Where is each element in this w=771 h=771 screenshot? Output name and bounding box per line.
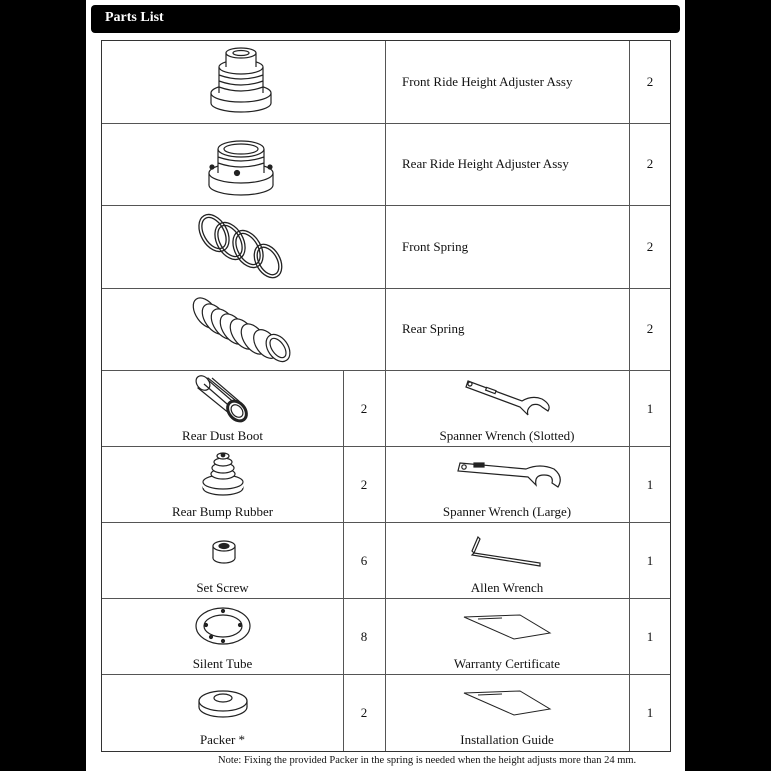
part-qty: 2 [646, 156, 654, 171]
part-name: Spanner Wrench (Large) [442, 504, 572, 519]
part-qty: 2 [360, 401, 368, 416]
part-qty: 2 [360, 705, 368, 720]
table-row [102, 599, 670, 675]
part-qty: 1 [646, 629, 654, 644]
part-qty: 1 [646, 401, 654, 416]
part-name: Spanner Wrench (Slotted) [439, 428, 575, 443]
part-name: Silent Tube [192, 656, 253, 671]
table-row [102, 206, 670, 289]
table-row [102, 41, 670, 124]
rear-ride-height-adjuster-icon [204, 129, 278, 201]
rear-spring-icon [188, 291, 296, 367]
part-qty: 2 [360, 477, 368, 492]
part-qty: 1 [646, 477, 654, 492]
part-qty: 2 [646, 74, 654, 89]
allen-wrench-icon [470, 533, 544, 569]
part-name: Allen Wrench [470, 580, 544, 595]
packer-icon [197, 687, 249, 719]
spanner-wrench-large-icon [454, 457, 566, 491]
part-name: Rear Ride Height Adjuster Assy [402, 156, 569, 171]
table-row [102, 523, 670, 599]
set-screw-icon [211, 539, 237, 565]
part-qty: 6 [360, 553, 368, 568]
part-qty: 8 [360, 629, 368, 644]
front-ride-height-adjuster-icon [206, 45, 276, 117]
spanner-wrench-slotted-icon [462, 377, 554, 417]
part-qty: 1 [646, 705, 654, 720]
part-name: Set Screw [196, 580, 249, 595]
part-name: Rear Spring [402, 321, 465, 336]
front-spring-icon [192, 209, 292, 283]
part-qty: 1 [646, 553, 654, 568]
parts-list-header [91, 5, 680, 33]
part-name: Front Ride Height Adjuster Assy [402, 74, 573, 89]
part-qty: 2 [646, 239, 654, 254]
table-row [102, 289, 670, 371]
rear-bump-rubber-icon [201, 450, 245, 498]
rear-dust-boot-icon [190, 374, 252, 428]
installation-guide-icon [462, 689, 554, 719]
table-row [102, 124, 670, 206]
table-row [102, 447, 670, 523]
parts-table [101, 40, 671, 752]
part-name: Packer * [199, 732, 246, 747]
part-name: Installation Guide [460, 732, 554, 747]
warranty-certificate-icon [462, 613, 554, 643]
silent-tube-icon [194, 605, 252, 647]
table-row [102, 371, 670, 447]
part-name: Rear Dust Boot [182, 428, 263, 443]
part-name: Front Spring [402, 239, 469, 254]
footnote: Note: Fixing the provided Packer in the spring is needed when the height adjusts more than 24 mm. [218, 755, 637, 766]
table-row [102, 675, 670, 751]
part-name: Warranty Certificate [453, 656, 561, 671]
part-qty: 2 [646, 321, 654, 336]
header-title: Parts List [105, 10, 164, 25]
part-name: Rear Bump Rubber [171, 504, 274, 519]
